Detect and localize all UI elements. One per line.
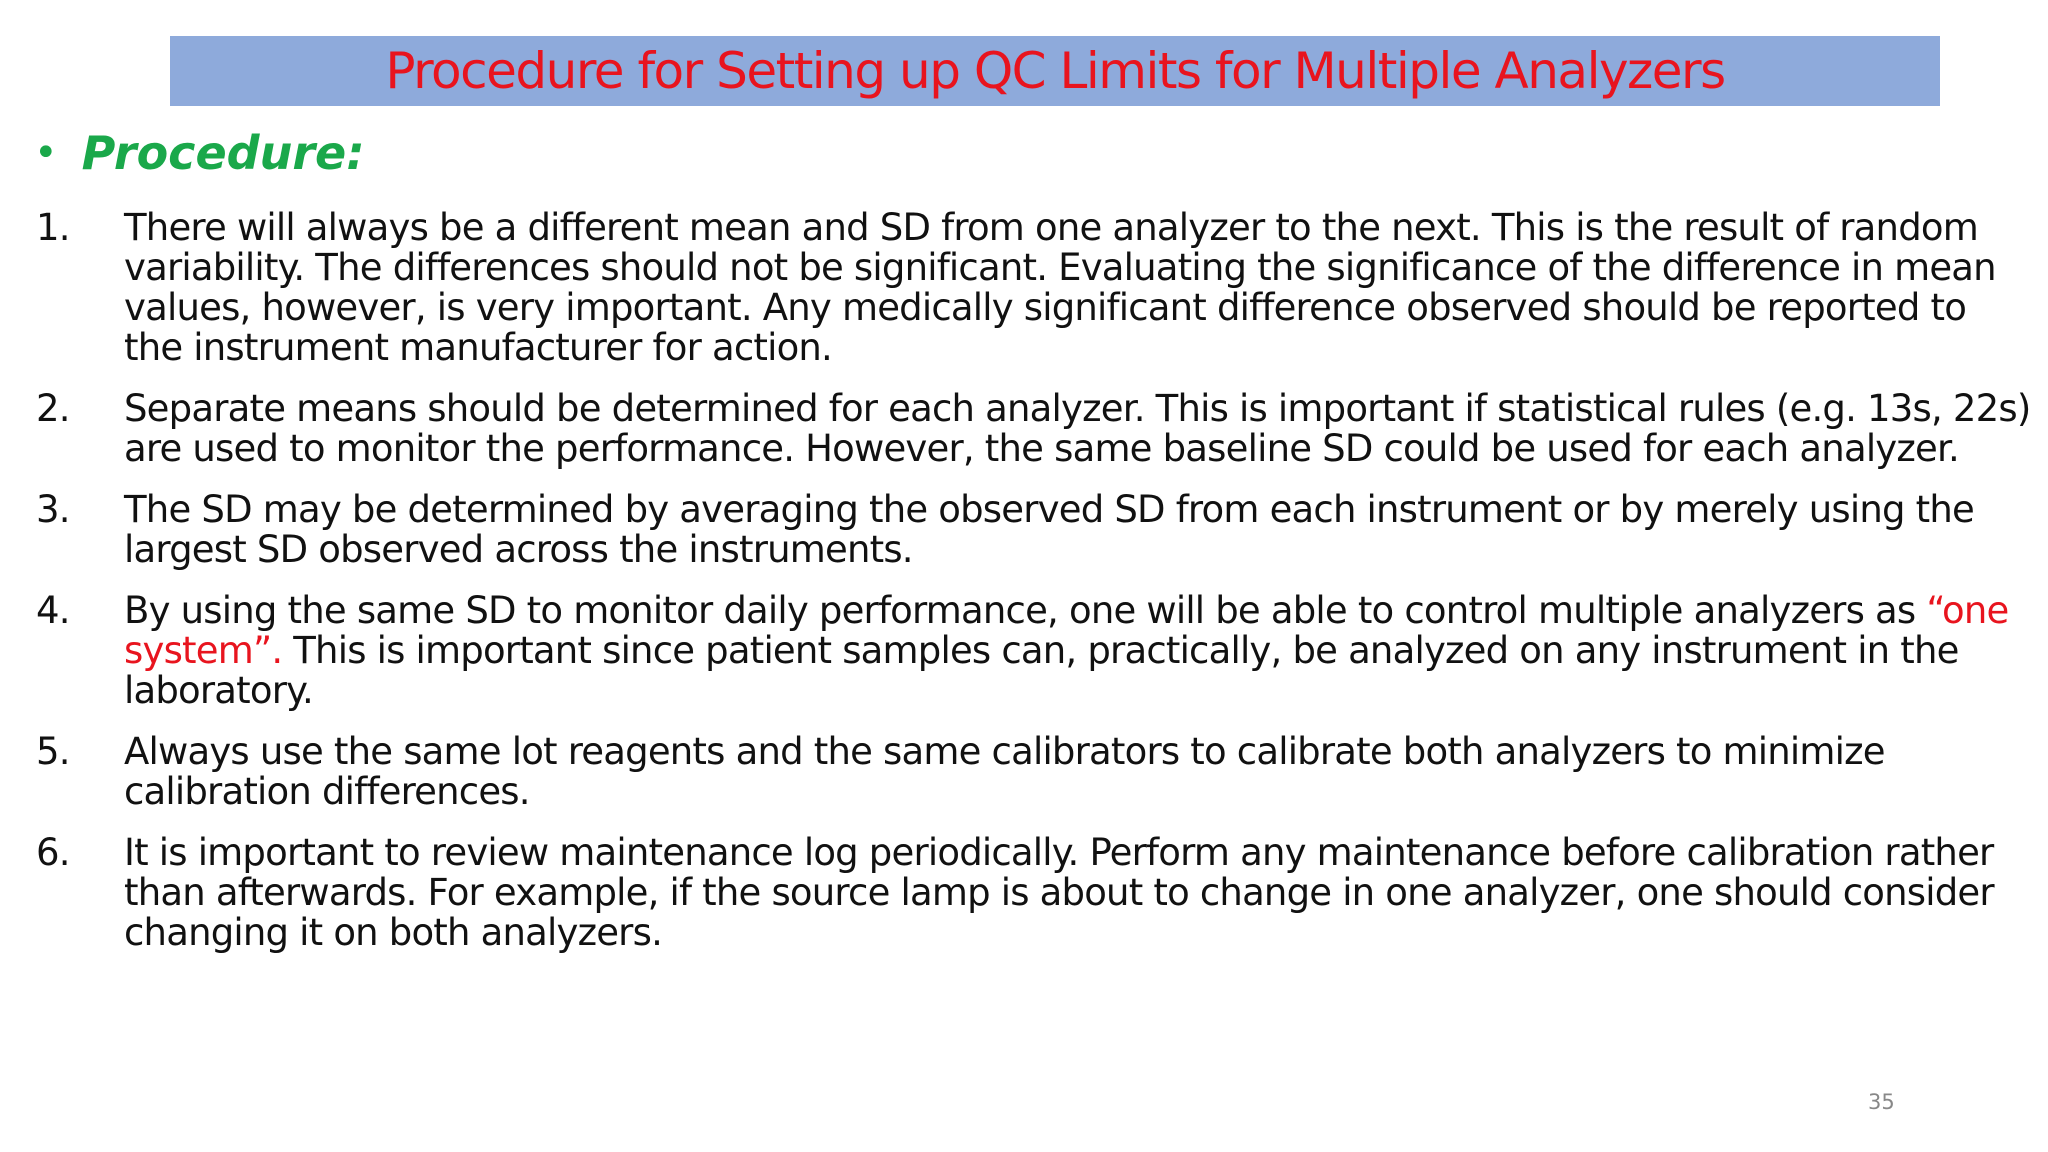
step-text: Separate means should be determined for each analyzer. This is important if statistical rules (e.g. 13s, 22s) are used to monitor the performance. However, the same baseline SD could be used for each analyzer. [124,387,2031,470]
step-number: 2. [36,387,70,430]
procedure-step-5 [36,732,2031,812]
slide-title: Procedure for Setting up QC Limits for Multiple Analyzers [385,42,1725,100]
procedure-heading-text: Procedure: [81,126,365,180]
step-text: Always use the same lot reagents and the same calibrators to calibrate both analyzers to minimize calibration differences. [124,730,1885,813]
step-text: It is important to review maintenance log periodically. Perform any maintenance before calibration rather than afterwards. For example, if the source lamp is about to change in one analyzer, one should consider changing it on both analyzers. [124,831,1994,954]
step-number: 5. [36,730,70,773]
title-bar [170,36,1940,106]
step-text: There will always be a different mean and SD from one analyzer to the next. This is the result of random variability. The differences should not be significant. Evaluating the significance of the difference in mean values, however, is very important. Any medically significant difference observed should be reported to the instrument manufacturer for action. [124,206,1996,369]
step-number: 6. [36,831,70,874]
procedure-step-3 [36,490,2031,570]
procedure-steps-list [36,208,2031,974]
step-text-part: By using the same SD to monitor daily performance, one will be able to control multiple analyzers as [124,589,1927,632]
step-number: 4. [36,589,70,632]
bullet-icon: • [34,130,58,176]
step-text-part: This is important since patient samples can, practically, be analyzed on any instrument in the laboratory. [124,629,1959,712]
step-text [124,591,2031,711]
step-text: The SD may be determined by averaging the observed SD from each instrument or by merely using the largest SD observed across the instruments. [124,488,1974,571]
step-number: 3. [36,488,70,531]
procedure-step-1 [36,208,2031,368]
step-number: 1. [36,206,70,249]
procedure-step-6 [36,833,2031,953]
one-system-highlight: “one system”. [124,589,2009,672]
procedure-step-4 [36,591,2031,711]
page-number: 35 [1868,1090,1895,1114]
procedure-step-2 [36,389,2031,469]
procedure-heading [34,126,365,180]
